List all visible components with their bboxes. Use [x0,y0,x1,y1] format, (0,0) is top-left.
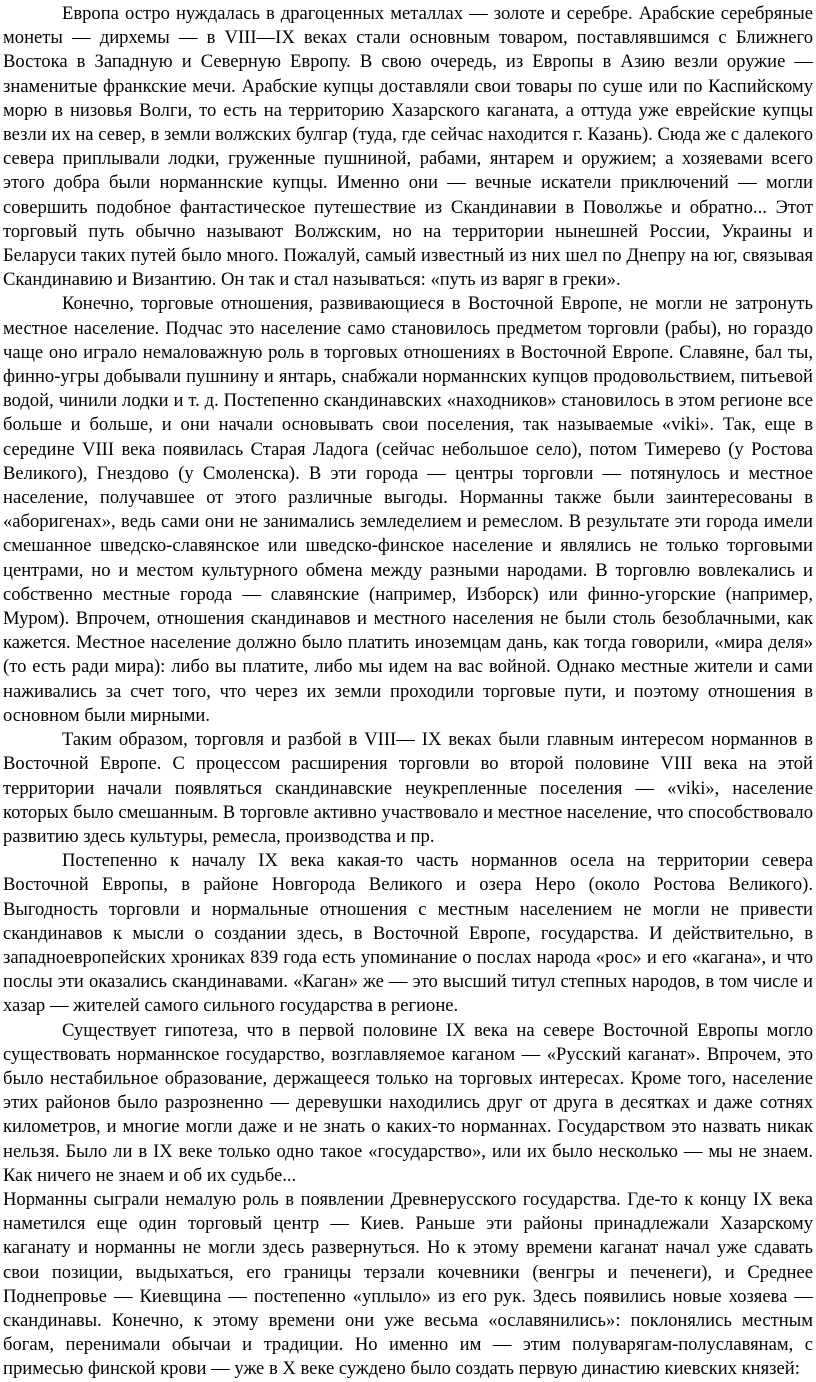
paragraph-trade-routes: Европа остро нуждалась в драгоценных металлах — золоте и серебре. Арабские серебряные монеты — дирхемы — в VIII—IX веках стали основным товаром, поставлявшимся с Ближнего Востока в Западную и Северную Европу. В свою очередь, из Европы в Азию везли оружие — знаменитые франкские мечи. Арабские купцы доставляли свои товары по суше или по Каспийскому морю в низовья Волги, то есть на территорию Хазарского каганата, а оттуда уже еврейские купцы везли их на север, в земли волжских булгар (туда, где сейчас находится г. Казань). Сюда же с далекого севера приплывали лодки, груженные пушниной, рабами, янтарем и оружием; а хозяевами всего этого добра были норманнские купцы. Именно они — вечные искатели приключений — могли совершить подобное фантастическое путешествие из Скандинавии в Поволжье и обратно... Этот торговый путь обычно называют Волжским, но на территории нынешней России, Украины и Беларуси таких путей было много. Пожалуй, самый известный из них шел по Днепру на юг, связывая Скандинавию и Византию. Он так и стал называться: «путь из варяг в греки». [3,3,813,291]
paragraph-summary: Таким образом, торговля и разбой в VIII— IX веках были главным интересом норманнов в Восточной Европе. С процессом расширения торговли во второй половине VIII века на этой территории начали появляться скандинавские неукрепленные поселения — «viki», население которых было смешанным. В торговле активно участвовало и местное население, что способствовало развитию здесь культуры, ремесла, производства и пр. [3,729,813,847]
paragraph-russian-khaganate: Существует гипотеза, что в первой половине IX века на севере Восточной Европы могло существовать норманнское государство, возглавляемое каганом — «Русский каганат». Впрочем, это было нестабильное образование, держащееся только на торговых интересах. Кроме того, население этих районов было разрозненно — деревушки находились друг от друга в десятках и даже сотнях километров, и многие могли даже и не знать о каких-то норманнах. Государством это назвать никак нельзя. Было ли в IX веке только одно такое «государство», или их было несколько — мы не знаем. Как ничего не знаем и об их судьбе... [3,1019,813,1186]
document-page [3,2,813,1382]
paragraph-kiev: Норманны сыграли немалую роль в появлении Древнерусского государства. Где-то к концу IX века наметился еще один торговый центр — Киев. Раньше эти районы принадлежали Хазарскому каганату и норманны не могли здесь развернуться. Но к этому времени каганат начал уже сдавать свои позиции, выдыхаться, его границы терзали кочевники (венгры и печенеги), и Среднее Поднепровье — Киевщина — постепенно «уплыло» из его рук. Здесь появились новые хозяева — скандинавы. Конечно, к этому времени они уже весьма «ославянились»: поклонялись местным богам, перенимали обычаи и традиции. Но именно им — этим полуварягам-полуславянам, с примесью финской крови — уже в X веке суждено было создать первую династию киевских князей: [3,1188,813,1380]
paragraph-normans-settle: Постепенно к началу IX века какая-то часть норманнов осела на территории севера Восточной Европы, в районе Новгорода Великого и озера Неро (около Ростова Великого). Выгодность торговли и нормальные отношения с местным населением не могли не привести скандинавов к мысли о создании здесь, в Восточной Европе, государства. И действительно, в западноевропейских хрониках 839 года есть упоминание о послах народа «рос» и его «кагана», и что послы эти оказались скандинавами. «Каган» же — это высший титул степных народов, в том числе и хазар — жителей самого сильного государства в регионе. [3,850,813,1017]
paragraph-local-population: Конечно, торговые отношения, развивающиеся в Восточной Европе, не могли не затронуть местное население. Подчас это население само становилось предметом торговли (рабы), но гораздо чаще оно играло немаловажную роль в торговых отношениях в Восточной Европе. Славяне, бал ты, финно-угры добывали пушнину и янтарь, снабжали норманнских купцов продовольствием, питьевой водой, чинили лодки и т. д. Постепенно скандинавских «находников» становилось в этом регионе все больше и больше, и они начали основывать свои поселения, так называемые «viki». Так, еще в середине VIII века появилась Старая Ладога (сейчас небольшое село), потом Тимерево (у Ростова Великого), Гнездово (у Смоленска). В эти города — центры торговли — потянулось и местное население, получавшее от этого различные выгоды. Норманны также были заинтересованы в «аборигенах», ведь сами они не занимались земледелием и ремеслом. В результате эти города имели смешанное шведско-славянское или шведско-финское население и являлись не только торговыми центрами, но и местом культурного обмена между разными народами. В торговлю вовлекались и собственно местные города — славянские (например, Изборск) или финно-угорские (например, Муром). Впрочем, отношения скандинавов и местного населения не были столь безоблачными, как кажется. Местное население должно было платить иноземцам дань, как тогда говорили, «мира деля» (то есть ради мира): либо вы платите, либо мы идем на вас войной. Однако местные жители и сами наживались за счет того, что через их земли проходили торговые пути, и поэтому отношения в основном были мирными. [3,293,813,726]
